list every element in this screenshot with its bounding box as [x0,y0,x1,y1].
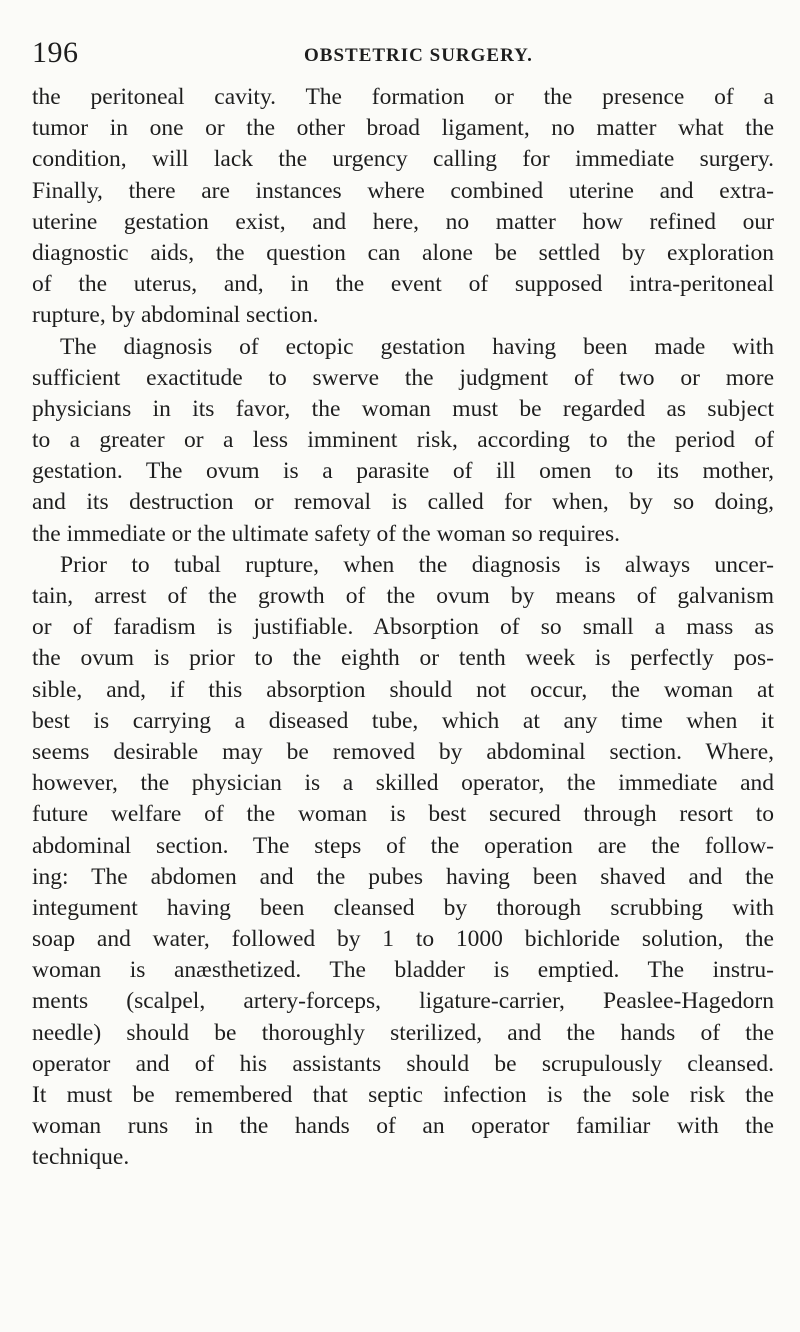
page-number: 196 [32,36,79,69]
text-line: abdominal section. The steps of the operation are the follow- [32,832,774,859]
text-line: sufficient exactitude to swerve the judgment of two or more [32,364,774,391]
text-line: condition, will lack the urgency calling for immediate surgery. [32,146,774,173]
text-line: It must be remembered that septic infection is the sole risk the [32,1082,774,1108]
text-line: tumor in one or the other broad ligament, no matter what the [32,115,774,142]
running-title: OBSTETRIC SURGERY. [304,45,533,66]
text-line: however, the physician is a skilled operator, the immediate and [32,770,774,797]
text-line: needle) should be thoroughly sterilized, and the hands of the [32,1019,774,1046]
running-head [32,38,774,68]
text-line: the immediate or the ultimate safety of the woman so requires. [32,520,620,547]
text-line: woman is anæsthetized. The bladder is emptied. The instru- [32,957,774,984]
text-line: physicians in its favor, the woman must be regarded as subject [32,395,774,422]
text-line: Finally, there are instances where combined uterine and extra- [32,177,774,204]
text-line: diagnostic aids, the question can alone be settled by exploration [32,239,774,266]
book-page [32,38,774,1174]
text-line: woman runs in the hands of an operator familiar with the [32,1113,774,1140]
text-line: ing: The abdomen and the pubes having been shaved and the [32,863,774,890]
text-line: seems desirable may be removed by abdominal section. Where, [32,738,774,765]
text-line: to a greater or a less imminent risk, according to the period of [32,427,774,454]
text-line: sible, and, if this absorption should not occur, the woman at [32,676,774,703]
text-line: soap and water, followed by 1 to 1000 bichloride solution, the [32,926,774,953]
text-line: the ovum is prior to the eighth or tenth week is perfectly pos- [32,645,774,672]
text-line: uterine gestation exist, and here, no matter how refined our [32,208,774,235]
text-line: The diagnosis of ectopic gestation having been made with [60,333,774,360]
text-line: gestation. The ovum is a parasite of ill omen to its mother, [32,458,774,485]
text-line: of the uterus, and, in the event of supposed intra-peritoneal [32,271,774,298]
text-line: Prior to tubal rupture, when the diagnosis is always uncer- [60,551,774,578]
text-line: integument having been cleansed by thorough scrubbing with [32,894,774,921]
text-line: future welfare of the woman is best secured through resort to [32,801,774,828]
text-line: the peritoneal cavity. The formation or the presence of a [32,84,774,110]
text-line: tain, arrest of the growth of the ovum by means of galvanism [32,583,774,609]
text-line: operator and of his assistants should be scrupulously cleansed. [32,1050,774,1077]
text-line: or of faradism is justifiable. Absorption of so small a mass as [32,614,774,641]
text-line: ments (scalpel, artery-forceps, ligature-carrier, Peaslee-Hagedorn [32,988,774,1015]
text-line: rupture, by abdominal section. [32,302,319,329]
body-text [32,82,774,1174]
text-line: and its destruction or removal is called for when, by so doing, [32,489,774,516]
text-line: best is carrying a diseased tube, which at any time when it [32,707,774,734]
text-line: technique. [32,1144,130,1171]
